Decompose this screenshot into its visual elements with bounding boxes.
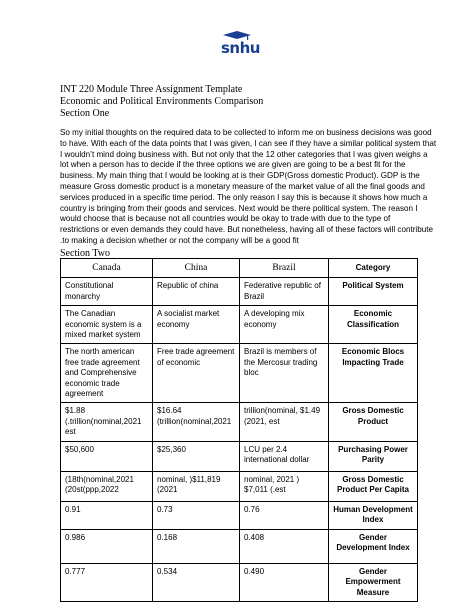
table-row xyxy=(61,501,418,529)
table-cell: 0.986 xyxy=(61,529,153,563)
paragraph-line: to have. With each of the data points that I was given, I can see if they have a similar political system that xyxy=(60,138,437,148)
header-canada: Canada xyxy=(61,259,153,278)
table-cell: $16.64 (trillion(nominal,2021 xyxy=(153,403,240,441)
table-cell: 0.76 xyxy=(240,501,329,529)
table-cell: (18th(nominal,2021 (20st(ppp,2022 xyxy=(61,471,153,501)
table-cell: LCU per 2.4 international dollar xyxy=(240,441,329,471)
table-cell: A socialist market economy xyxy=(153,306,240,344)
table-row xyxy=(61,529,418,563)
logo-text: snhu xyxy=(221,39,260,57)
section-one-title: Section One xyxy=(60,108,110,119)
header-china: China xyxy=(153,259,240,278)
paragraph-line: would choose that is because not all countries would be okay to trade with due to the type of xyxy=(60,214,391,224)
document-subtitle: Economic and Political Environments Comparison xyxy=(60,96,264,107)
paragraph-line: So my initial thoughts on the required data to be collected to inform me on business decisions was good xyxy=(60,128,432,137)
table-row xyxy=(61,403,418,441)
paragraph-line: measure Gross domestic product is a monetary measure of the market value of all the final goods and xyxy=(60,181,425,191)
table-header-row xyxy=(61,259,418,278)
category-cell: Gender Empowerment Measure xyxy=(329,563,418,601)
table-row xyxy=(61,471,418,501)
table-row xyxy=(61,278,418,306)
snhu-logo xyxy=(221,31,260,59)
category-cell: Gross Domestic Product Per Capita xyxy=(329,471,418,501)
table-cell: 0.408 xyxy=(240,529,329,563)
category-cell: Gender Development Index xyxy=(329,529,418,563)
paragraph-line: business. My main thing that I would be looking at is their GDP(Gross domestic Product). GDP is the xyxy=(60,171,420,181)
table-cell: 0.490 xyxy=(240,563,329,601)
header-category: Category xyxy=(329,259,418,278)
table-cell: trillion(nominal, $1.49 (2021, est xyxy=(240,403,329,441)
table-cell: Federative republic of Brazil xyxy=(240,278,329,306)
paragraph-line: services produced in a specific time period. The only reason I say this is because it shows how much a xyxy=(60,192,428,202)
table-cell: nominal, )$11,819 (2021 xyxy=(153,471,240,501)
table-cell: Constitutional monarchy xyxy=(61,278,153,306)
section-two-title: Section Two xyxy=(60,248,110,259)
category-cell: Human Development Index xyxy=(329,501,418,529)
table-row xyxy=(61,344,418,403)
table-cell: $25,360 xyxy=(153,441,240,471)
table-cell: 0.91 xyxy=(61,501,153,529)
table-cell: $1.88 (.trillion(nominal,2021 est xyxy=(61,403,153,441)
paragraph-line: restrictions or even demands they could have. But nonetheless, having all of these factors will contribute xyxy=(60,225,433,235)
table-cell: A developing mix economy xyxy=(240,306,329,344)
table-cell: Brazil is members of the Mercosur trading bloc xyxy=(240,344,329,403)
table-cell: nominal, 2021 ) $7,011 (.est xyxy=(240,471,329,501)
table-cell: 0.777 xyxy=(61,563,153,601)
paragraph-line: country is bringing from their goods and services. Next would be there political system. The reason I xyxy=(60,203,418,213)
category-cell: Purchasing Power Parity xyxy=(329,441,418,471)
table-row xyxy=(61,306,418,344)
category-cell: Economic Classification xyxy=(329,306,418,344)
category-cell: Economic Blocs Impacting Trade xyxy=(329,344,418,403)
comparison-table xyxy=(60,258,418,602)
table-cell: 0.73 xyxy=(153,501,240,529)
table-cell: 0.168 xyxy=(153,529,240,563)
paragraph-line: lot when a person has to decide if the three options we are given are going to be a best fit for the xyxy=(60,160,406,170)
table-cell: The Canadian economic system is a mixed market system xyxy=(61,306,153,344)
table-cell: 0.534 xyxy=(153,563,240,601)
section-one-paragraph xyxy=(60,128,437,247)
paragraph-line: I wouldn’t mind doing business with. But not only that the 12 other categories that I was given weighs a xyxy=(60,149,428,159)
table-cell: The north american free trade agreement and Comprehensive economic trade agreement xyxy=(61,344,153,403)
document-title: INT 220 Module Three Assignment Template xyxy=(60,84,243,95)
header-brazil: Brazil xyxy=(240,259,329,278)
table-row xyxy=(61,441,418,471)
table-cell: $50,600 xyxy=(61,441,153,471)
paragraph-line: .to making a decision whether or not the company will be a good fit xyxy=(60,235,299,245)
category-cell: Political System xyxy=(329,278,418,306)
table-cell: Republic of china xyxy=(153,278,240,306)
table-row xyxy=(61,563,418,601)
table-cell: Free trade agreement of economic xyxy=(153,344,240,403)
category-cell: Gross Domestic Product xyxy=(329,403,418,441)
